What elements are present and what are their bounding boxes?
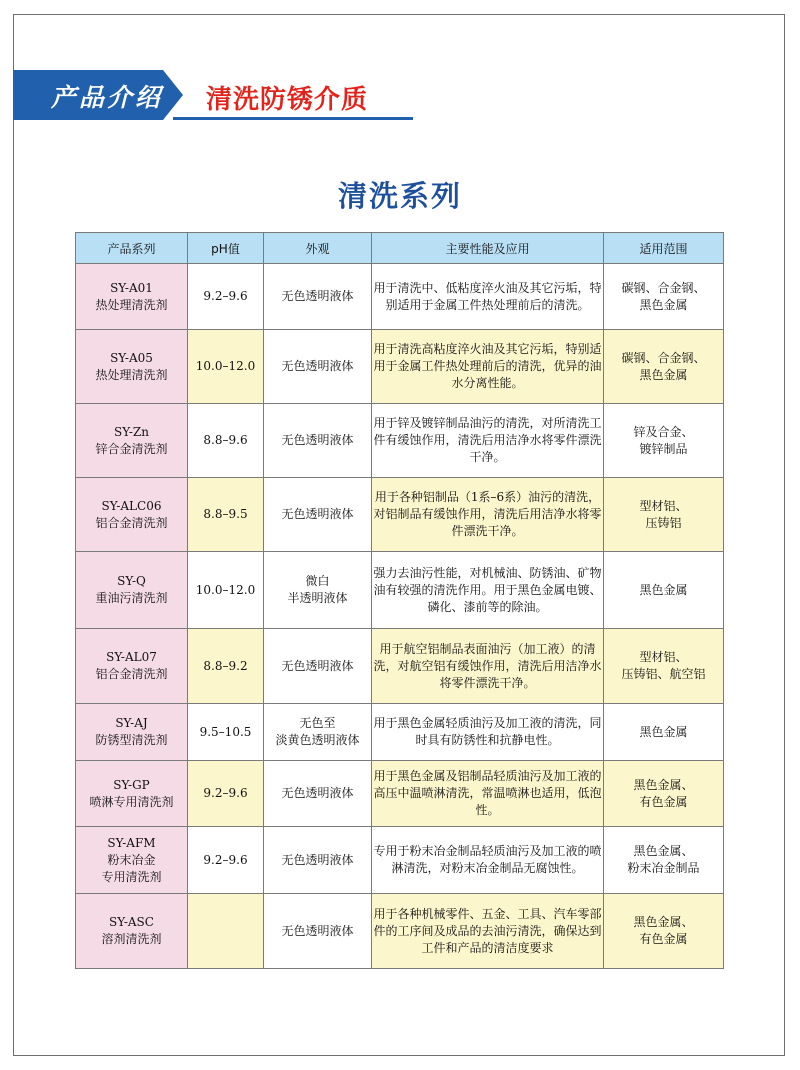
table-row (76, 404, 724, 478)
scope: 黑色金属、 (633, 777, 694, 792)
product-name: 热处理清洗剂 (95, 297, 168, 312)
table-header-row (76, 233, 724, 264)
table-row (76, 827, 724, 894)
product-name-cell (76, 894, 188, 969)
performance-desc: 用于清洗中、低粘度淬火油及其它污垢，特别适用于金属工件热处理前后的清洗。 (372, 264, 604, 330)
scope-cell (604, 894, 724, 969)
scope: 碳钢、合金钢、 (621, 280, 706, 295)
appearance: 无色至 (299, 716, 336, 730)
ph-value: 9.2–9.6 (188, 264, 264, 330)
performance-desc: 用于锌及镀锌制品油污的清洗，对所清洗工件有缓蚀作用，清洗后用洁净水将零件漂洗干净。 (372, 404, 604, 478)
appearance-cell (264, 704, 372, 761)
scope: 黑色金属、 (633, 844, 694, 858)
product-code: SY-Zn (114, 424, 149, 439)
product-table (75, 232, 724, 969)
appearance: 无色透明液体 (281, 433, 354, 447)
scope-cell (604, 827, 724, 894)
scope-cell (604, 629, 724, 704)
performance-desc: 用于各种铝制品（1系–6系）油污的清洗，对铝制品有缓蚀作用，清洗后用洁净水将零件漂洗干净。 (372, 478, 604, 552)
product-name: 喷淋专用清洗剂 (89, 794, 174, 809)
product-code: SY-AL07 (106, 650, 157, 664)
product-name-cell (76, 827, 188, 894)
table-row (76, 629, 724, 704)
appearance-cell (264, 404, 372, 478)
appearance: 无色透明液体 (281, 786, 354, 800)
scope-cell (604, 704, 724, 761)
appearance: 无色透明液体 (281, 852, 354, 867)
appearance-cell (264, 330, 372, 404)
scope: 碳钢、合金钢、 (621, 350, 706, 365)
product-name: 防锈型清洗剂 (95, 733, 168, 747)
scope: 黑色金属、 (633, 915, 694, 929)
ph-value: 8.8–9.2 (188, 629, 264, 704)
appearance-cell (264, 552, 372, 629)
scope: 型材铝、 (639, 650, 688, 664)
ph-value: 9.2–9.6 (188, 827, 264, 894)
product-name-cell (76, 404, 188, 478)
scope-cell (604, 404, 724, 478)
product-code: SY-Q (117, 574, 146, 588)
performance-desc: 强力去油污性能，对机械油、防锈油、矿物油有较强的清洗作用。用于黑色金属电镀、磷化、漆前等的除油。 (372, 552, 604, 629)
scope-line2: 压铸铝 (645, 515, 682, 530)
scope-line2: 有色金属 (639, 932, 688, 946)
banner-tag: 产品介绍 (51, 83, 164, 112)
product-name: 铝合金清洗剂 (95, 667, 168, 681)
table-row (76, 330, 724, 404)
scope-line2: 有色金属 (639, 794, 688, 809)
scope-cell (604, 330, 724, 404)
scope: 锌及合金、 (633, 424, 694, 439)
scope-line2: 黑色金属 (639, 297, 688, 312)
ph-value: 9.5–10.5 (188, 704, 264, 761)
appearance: 无色透明液体 (281, 507, 354, 521)
ph-value: 8.8–9.6 (188, 404, 264, 478)
product-name: 铝合金清洗剂 (95, 515, 168, 530)
appearance-line2: 淡黄色透明液体 (275, 733, 360, 747)
column-header-performance: 主要性能及应用 (372, 233, 604, 264)
scope: 型材铝、 (639, 498, 688, 513)
performance-desc: 用于黑色金属轻质油污及加工液的清洗，同时具有防锈性和抗静电性。 (372, 704, 604, 761)
product-name: 粉末冶金 (107, 852, 156, 867)
product-name: 重油污清洗剂 (95, 591, 168, 605)
product-code: SY-A01 (110, 280, 153, 295)
appearance: 无色透明液体 (281, 923, 354, 938)
ph-value: 10.0–12.0 (188, 552, 264, 629)
product-code: SY-A05 (110, 350, 153, 365)
appearance: 无色透明液体 (281, 658, 354, 673)
performance-desc: 用于航空铝制品表面油污（加工液）的清洗，对航空铝有缓蚀作用，清洗后用洁净水将零件漂洗干净。 (372, 629, 604, 704)
appearance: 微白 (305, 574, 330, 588)
product-name-cell (76, 478, 188, 552)
product-name-cell (76, 704, 188, 761)
scope-line2: 镀锌制品 (639, 441, 688, 456)
product-name: 锌合金清洗剂 (95, 441, 168, 456)
appearance-line2: 半透明液体 (287, 591, 348, 605)
scope-line2: 粉末冶金制品 (627, 861, 700, 875)
product-code: SY-ASC (109, 915, 154, 929)
performance-desc: 专用于粉末冶金制品轻质油污及加工液的喷淋清洗，对粉末冶金制品无腐蚀性。 (372, 827, 604, 894)
table-row (76, 761, 724, 827)
section-title: 清洗系列 (337, 179, 462, 213)
scope: 黑色金属 (639, 582, 688, 597)
scope-line2: 黑色金属 (639, 367, 688, 382)
scope-cell (604, 478, 724, 552)
appearance: 无色透明液体 (281, 359, 354, 373)
product-name-cell (76, 264, 188, 330)
product-name: 溶剂清洗剂 (101, 932, 162, 946)
appearance-cell (264, 827, 372, 894)
product-name-cell (76, 761, 188, 827)
table-row (76, 264, 724, 330)
column-header-series: 产品系列 (76, 233, 188, 264)
product-name-cell (76, 629, 188, 704)
appearance: 无色透明液体 (281, 289, 354, 303)
performance-desc: 用于黑色金属及铝制品轻质油污及加工液的高压中温喷淋清洗，常温喷淋也适用，低泡性。 (372, 761, 604, 827)
product-name-cell (76, 330, 188, 404)
product-name-cell (76, 552, 188, 629)
product-name: 热处理清洗剂 (95, 367, 168, 382)
table-row (76, 894, 724, 969)
product-code: SY-AJ (115, 716, 148, 730)
scope-cell (604, 264, 724, 330)
product-name-line2: 专用清洗剂 (101, 869, 162, 884)
ph-value: 9.2–9.6 (188, 761, 264, 827)
appearance-cell (264, 629, 372, 704)
scope-line2: 压铸铝、航空铝 (621, 667, 706, 681)
performance-desc: 用于清洗高粘度淬火油及其它污垢，特别适用于金属工件热处理前后的清洗，优异的油水分离性能。 (372, 330, 604, 404)
ph-value: 8.8–9.5 (188, 478, 264, 552)
ph-value: 10.0–12.0 (188, 330, 264, 404)
ph-value (188, 894, 264, 969)
table-row (76, 552, 724, 629)
banner-title: 清洗防锈介质 (206, 85, 369, 115)
product-code: SY-GP (113, 777, 150, 792)
section-banner (13, 70, 413, 120)
scope-cell (604, 761, 724, 827)
appearance-cell (264, 894, 372, 969)
product-code: SY-ALC06 (101, 498, 162, 513)
column-header-scope: 适用范围 (604, 233, 724, 264)
scope-cell (604, 552, 724, 629)
table-row (76, 478, 724, 552)
appearance-cell (264, 478, 372, 552)
appearance-cell (264, 264, 372, 330)
performance-desc: 用于各种机械零件、五金、工具、汽车零部件的工序间及成品的去油污清洗，确保达到工件和产品的清洁度要求 (372, 894, 604, 969)
table-row (76, 704, 724, 761)
scope: 黑色金属 (639, 724, 688, 739)
banner-underline (173, 117, 413, 120)
product-code: SY-AFM (107, 835, 156, 850)
appearance-cell (264, 761, 372, 827)
column-header-appearance: 外观 (264, 233, 372, 264)
column-header-ph: pH值 (188, 233, 264, 264)
